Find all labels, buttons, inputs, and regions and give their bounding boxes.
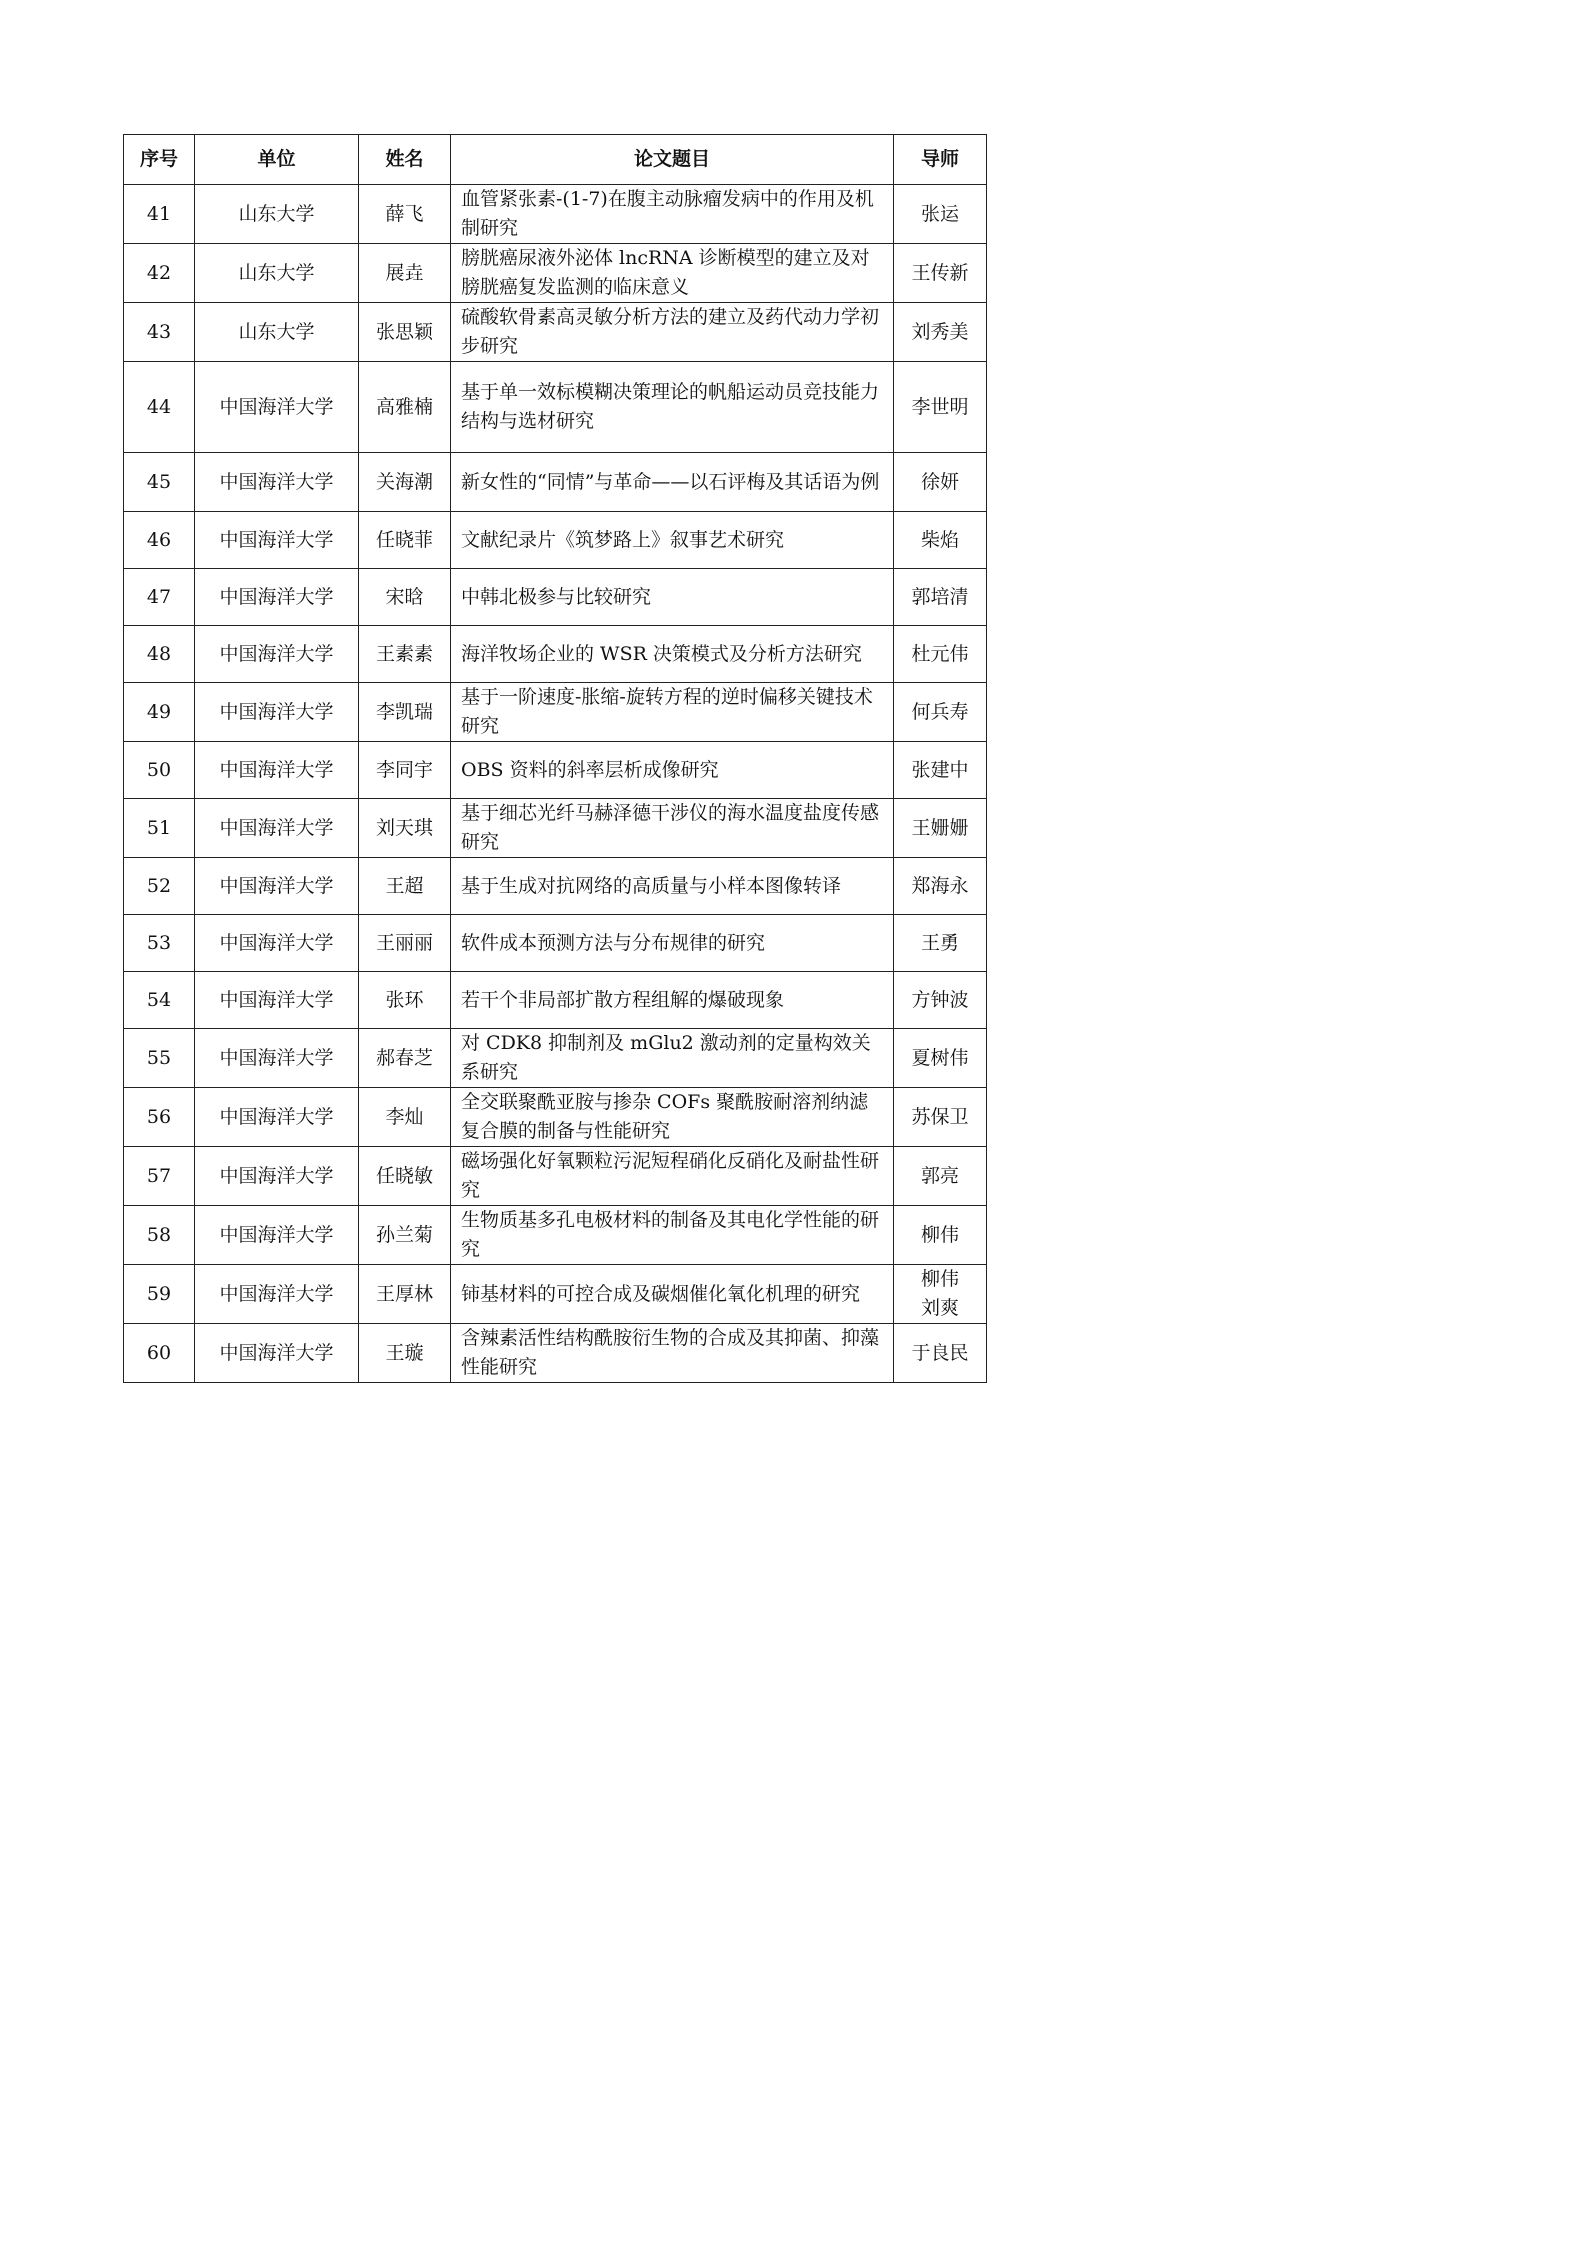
cell-unit: 中国海洋大学 bbox=[195, 1029, 359, 1088]
cell-name: 薛飞 bbox=[359, 185, 451, 244]
cell-no: 45 bbox=[124, 453, 195, 512]
cell-no: 41 bbox=[124, 185, 195, 244]
cell-unit: 山东大学 bbox=[195, 185, 359, 244]
cell-unit: 山东大学 bbox=[195, 244, 359, 303]
cell-title: 基于一阶速度-胀缩-旋转方程的逆时偏移关键技术研究 bbox=[451, 683, 894, 742]
cell-title: 文献纪录片《筑梦路上》叙事艺术研究 bbox=[451, 512, 894, 569]
cell-title: 硫酸软骨素高灵敏分析方法的建立及药代动力学初步研究 bbox=[451, 303, 894, 362]
table-row bbox=[124, 1265, 987, 1324]
advisor-name: 方钟波 bbox=[911, 988, 969, 1011]
table-row bbox=[124, 303, 987, 362]
cell-advisor bbox=[894, 512, 987, 569]
cell-no: 52 bbox=[124, 858, 195, 915]
cell-advisor bbox=[894, 1088, 987, 1147]
thesis-table bbox=[123, 134, 987, 1383]
cell-title: 软件成本预测方法与分布规律的研究 bbox=[451, 915, 894, 972]
advisor-name: 柳伟 bbox=[920, 1268, 959, 1290]
cell-name: 关海潮 bbox=[359, 453, 451, 512]
advisor-name: 王传新 bbox=[911, 261, 969, 284]
cell-unit: 中国海洋大学 bbox=[195, 1265, 359, 1324]
cell-no: 44 bbox=[124, 362, 195, 453]
cell-name: 任晓敏 bbox=[359, 1147, 451, 1206]
cell-advisor bbox=[894, 1265, 987, 1324]
table-row bbox=[124, 244, 987, 303]
cell-title: 膀胱癌尿液外泌体 lncRNA 诊断模型的建立及对膀胱癌复发监测的临床意义 bbox=[451, 244, 894, 303]
cell-name: 王厚林 bbox=[359, 1265, 451, 1324]
cell-title: 基于细芯光纤马赫泽德干涉仪的海水温度盐度传感研究 bbox=[451, 799, 894, 858]
cell-name: 张思颖 bbox=[359, 303, 451, 362]
advisor-name: 郭培清 bbox=[911, 585, 969, 608]
table-row bbox=[124, 742, 987, 799]
cell-advisor bbox=[894, 626, 987, 683]
cell-no: 46 bbox=[124, 512, 195, 569]
cell-title: 海洋牧场企业的 WSR 决策模式及分析方法研究 bbox=[451, 626, 894, 683]
cell-unit: 中国海洋大学 bbox=[195, 1324, 359, 1383]
table-row bbox=[124, 512, 987, 569]
cell-title: 生物质基多孔电极材料的制备及其电化学性能的研究 bbox=[451, 1206, 894, 1265]
cell-name: 任晓菲 bbox=[359, 512, 451, 569]
cell-no: 58 bbox=[124, 1206, 195, 1265]
cell-advisor bbox=[894, 972, 987, 1029]
cell-title: 血管紧张素-(1-7)在腹主动脉瘤发病中的作用及机制研究 bbox=[451, 185, 894, 244]
table-row bbox=[124, 972, 987, 1029]
cell-title: 新女性的“同情”与革命——以石评梅及其话语为例 bbox=[451, 453, 894, 512]
table-row bbox=[124, 683, 987, 742]
cell-no: 43 bbox=[124, 303, 195, 362]
cell-title: 含辣素活性结构酰胺衍生物的合成及其抑菌、抑藻性能研究 bbox=[451, 1324, 894, 1383]
cell-no: 60 bbox=[124, 1324, 195, 1383]
cell-no: 53 bbox=[124, 915, 195, 972]
table-row bbox=[124, 858, 987, 915]
advisor-name: 柴焰 bbox=[920, 528, 959, 551]
table-row bbox=[124, 1324, 987, 1383]
cell-name: 李同宇 bbox=[359, 742, 451, 799]
advisor-name: 柳伟 bbox=[920, 1223, 959, 1246]
cell-unit: 中国海洋大学 bbox=[195, 742, 359, 799]
cell-title: 磁场强化好氧颗粒污泥短程硝化反硝化及耐盐性研究 bbox=[451, 1147, 894, 1206]
cell-advisor bbox=[894, 915, 987, 972]
cell-advisor bbox=[894, 453, 987, 512]
cell-advisor bbox=[894, 244, 987, 303]
cell-name: 孙兰菊 bbox=[359, 1206, 451, 1265]
header-advisor: 导师 bbox=[894, 135, 987, 185]
advisor-name: 徐妍 bbox=[920, 470, 959, 493]
cell-unit: 中国海洋大学 bbox=[195, 569, 359, 626]
cell-no: 54 bbox=[124, 972, 195, 1029]
cell-advisor bbox=[894, 1324, 987, 1383]
cell-name: 展垚 bbox=[359, 244, 451, 303]
cell-unit: 中国海洋大学 bbox=[195, 683, 359, 742]
advisor-name: 张运 bbox=[920, 202, 959, 225]
cell-no: 59 bbox=[124, 1265, 195, 1324]
header-name: 姓名 bbox=[359, 135, 451, 185]
advisor-name: 郑海永 bbox=[911, 874, 969, 897]
cell-unit: 中国海洋大学 bbox=[195, 1147, 359, 1206]
cell-unit: 中国海洋大学 bbox=[195, 799, 359, 858]
table-row bbox=[124, 799, 987, 858]
cell-name: 王超 bbox=[359, 858, 451, 915]
table-row bbox=[124, 362, 987, 453]
table-row bbox=[124, 569, 987, 626]
cell-name: 王丽丽 bbox=[359, 915, 451, 972]
cell-no: 48 bbox=[124, 626, 195, 683]
table-body bbox=[124, 185, 987, 1383]
cell-no: 57 bbox=[124, 1147, 195, 1206]
cell-no: 50 bbox=[124, 742, 195, 799]
cell-advisor bbox=[894, 1147, 987, 1206]
cell-advisor bbox=[894, 799, 987, 858]
cell-advisor bbox=[894, 858, 987, 915]
cell-name: 高雅楠 bbox=[359, 362, 451, 453]
advisor-name: 郭亮 bbox=[920, 1164, 959, 1187]
cell-name: 李凯瑞 bbox=[359, 683, 451, 742]
table-header-row bbox=[124, 135, 987, 185]
cell-title: 中韩北极参与比较研究 bbox=[451, 569, 894, 626]
table-row bbox=[124, 1088, 987, 1147]
table-row bbox=[124, 915, 987, 972]
header-title: 论文题目 bbox=[451, 135, 894, 185]
table-row bbox=[124, 1147, 987, 1206]
cell-name: 宋晗 bbox=[359, 569, 451, 626]
cell-title: 基于生成对抗网络的高质量与小样本图像转译 bbox=[451, 858, 894, 915]
cell-name: 张环 bbox=[359, 972, 451, 1029]
cell-no: 49 bbox=[124, 683, 195, 742]
cell-unit: 中国海洋大学 bbox=[195, 453, 359, 512]
cell-unit: 中国海洋大学 bbox=[195, 362, 359, 453]
cell-advisor bbox=[894, 569, 987, 626]
cell-name: 王素素 bbox=[359, 626, 451, 683]
cell-title: 全交联聚酰亚胺与掺杂 COFs 聚酰胺耐溶剂纳滤复合膜的制备与性能研究 bbox=[451, 1088, 894, 1147]
cell-unit: 中国海洋大学 bbox=[195, 626, 359, 683]
cell-advisor bbox=[894, 683, 987, 742]
advisor-name: 杜元伟 bbox=[911, 642, 969, 665]
cell-advisor bbox=[894, 742, 987, 799]
advisor-name: 夏树伟 bbox=[911, 1046, 969, 1069]
cell-name: 王璇 bbox=[359, 1324, 451, 1383]
cell-unit: 山东大学 bbox=[195, 303, 359, 362]
table-row bbox=[124, 1029, 987, 1088]
cell-unit: 中国海洋大学 bbox=[195, 972, 359, 1029]
table-row bbox=[124, 453, 987, 512]
advisor-name: 于良民 bbox=[911, 1341, 969, 1364]
cell-advisor bbox=[894, 1029, 987, 1088]
cell-no: 51 bbox=[124, 799, 195, 858]
header-no: 序号 bbox=[124, 135, 195, 185]
advisor-name: 王姗姗 bbox=[911, 816, 969, 839]
advisor-name: 苏保卫 bbox=[911, 1105, 969, 1128]
cell-advisor bbox=[894, 185, 987, 244]
cell-advisor bbox=[894, 1206, 987, 1265]
cell-unit: 中国海洋大学 bbox=[195, 1088, 359, 1147]
cell-no: 56 bbox=[124, 1088, 195, 1147]
cell-no: 42 bbox=[124, 244, 195, 303]
cell-title: 铈基材料的可控合成及碳烟催化氧化机理的研究 bbox=[451, 1265, 894, 1324]
advisor-name: 王勇 bbox=[920, 931, 959, 954]
cell-unit: 中国海洋大学 bbox=[195, 858, 359, 915]
table-row bbox=[124, 185, 987, 244]
cell-advisor bbox=[894, 303, 987, 362]
table-row bbox=[124, 1206, 987, 1265]
cell-title: OBS 资料的斜率层析成像研究 bbox=[451, 742, 894, 799]
cell-name: 郝春芝 bbox=[359, 1029, 451, 1088]
advisor-name: 刘秀美 bbox=[911, 320, 969, 343]
cell-title: 对 CDK8 抑制剂及 mGlu2 激动剂的定量构效关系研究 bbox=[451, 1029, 894, 1088]
advisor-name: 李世明 bbox=[911, 395, 969, 418]
header-unit: 单位 bbox=[195, 135, 359, 185]
advisor-name: 张建中 bbox=[911, 758, 969, 781]
cell-unit: 中国海洋大学 bbox=[195, 1206, 359, 1265]
cell-title: 基于单一效标模糊决策理论的帆船运动员竞技能力结构与选材研究 bbox=[451, 362, 894, 453]
cell-name: 刘天琪 bbox=[359, 799, 451, 858]
advisor-name: 刘爽 bbox=[920, 1297, 959, 1319]
cell-advisor bbox=[894, 362, 987, 453]
cell-no: 47 bbox=[124, 569, 195, 626]
cell-no: 55 bbox=[124, 1029, 195, 1088]
cell-name: 李灿 bbox=[359, 1088, 451, 1147]
cell-unit: 中国海洋大学 bbox=[195, 512, 359, 569]
table-row bbox=[124, 626, 987, 683]
advisor-name: 何兵寿 bbox=[911, 700, 969, 723]
cell-title: 若干个非局部扩散方程组解的爆破现象 bbox=[451, 972, 894, 1029]
cell-unit: 中国海洋大学 bbox=[195, 915, 359, 972]
